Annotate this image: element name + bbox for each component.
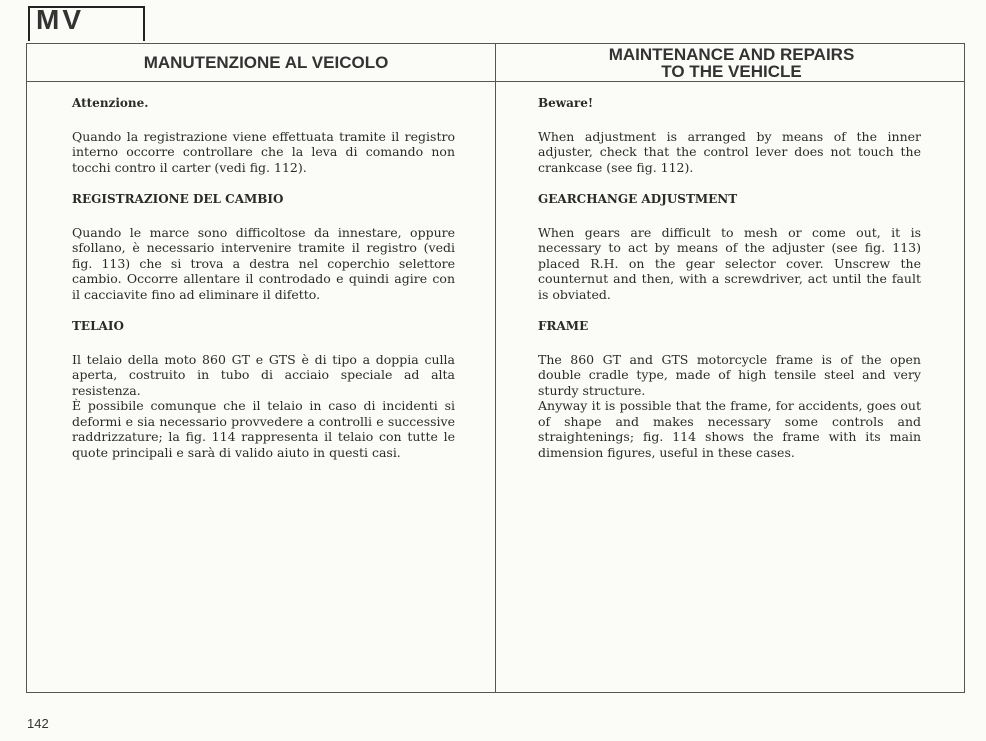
italian-gear-title: REGISTRAZIONE DEL CAMBIO [72, 192, 284, 206]
english-heading-line-2: TO THE VEHICLE [661, 62, 802, 81]
column-divider [495, 43, 496, 693]
italian-frame-title: TELAIO [72, 319, 124, 333]
english-frame-title: FRAME [538, 319, 589, 333]
mv-logo: MV [36, 4, 84, 35]
italian-column [72, 96, 455, 460]
italian-section-heading [36, 54, 496, 71]
header-divider [26, 81, 965, 82]
english-warning-title: Beware! [538, 96, 594, 110]
italian-heading-text: MANUTENZIONE AL VEICOLO [143, 53, 389, 72]
italian-gear-text: Quando le marce sono difficoltose da innestare, oppure sfollano, è necessario intervenire tramite il registro (vedi fig. 113) che si trova a destra nel coperchio selettore cambio. Occorre allentare il controdado e quindi agire con il cacciavite fino ad eliminare il difetto. [72, 224, 455, 302]
italian-frame-text-2: È possibile comunque che il telaio in caso di incidenti si deformi e sia necessario provvedere a controlli e successive raddrizzature; la fig. 114 rappresenta il telaio con tutte le quote principali e sarà di valido aiuto in questi casi. [72, 398, 455, 460]
italian-warning-title: Attenzione. [72, 96, 149, 110]
english-frame-text-2: Anyway it is possible that the frame, for accidents, goes out of shape and makes necessary some controls and straightenings; fig. 114 shows the frame with its main dimension figures, useful in these cases. [538, 398, 921, 460]
italian-frame-text-1: Il telaio della moto 860 GT e GTS è di tipo a doppia culla aperta, costruito in tubo di acciaio speciale ad alta resistenza. [72, 351, 455, 398]
english-frame-text-1: The 860 GT and GTS motorcycle frame is of the open double cradle type, made of high tensile steel and very sturdy structure. [538, 351, 921, 398]
english-section-heading [500, 46, 963, 80]
english-heading-line-1: MAINTENANCE AND REPAIRS [608, 45, 855, 64]
italian-warning-text: Quando la registrazione viene effettuata tramite il registro interno occorre controllare che la leva di comando non tocchi contro il carter (vedi fig. 112). [72, 128, 455, 175]
english-gear-title: GEARCHANGE ADJUSTMENT [538, 192, 738, 206]
english-gear-text: When gears are difficult to mesh or come out, it is necessary to act by means of the adjuster (see fig. 113) placed R.H. on the gear selector cover. Unscrew the counternut and then, with a screwdriver, act until the fault is obviated. [538, 224, 921, 302]
page-number: 142 [27, 716, 49, 731]
english-column [538, 96, 921, 460]
english-warning-text: When adjustment is arranged by means of the inner adjuster, check that the control lever does not touch the crankcase (see fig. 112). [538, 128, 921, 175]
